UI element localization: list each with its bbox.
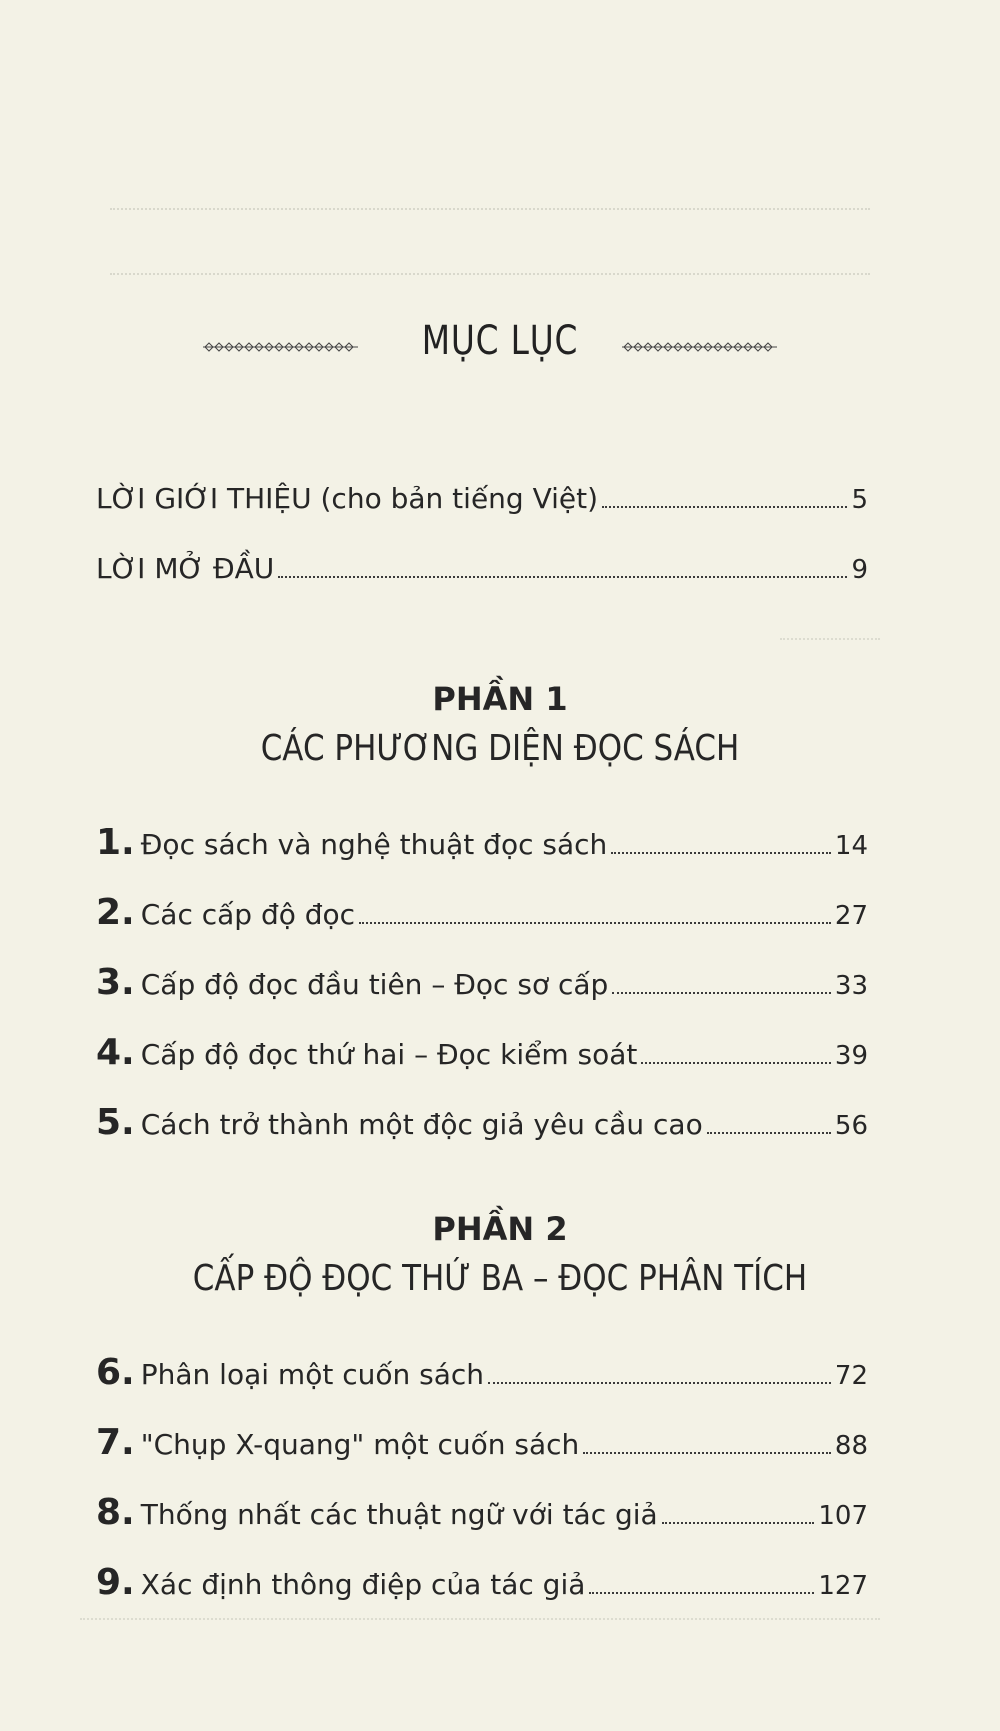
dot-leader [488,1382,831,1384]
part-title: CẤP ĐỘ ĐỌC THỨ BA – ĐỌC PHÂN TÍCH [192,1258,808,1299]
toc-entry-page: 72 [834,1361,868,1391]
toc-entry-chapter[interactable] [96,1492,868,1536]
part-number: PHẦN 2 [432,1210,568,1248]
toc-entry-label: Các cấp độ đọc [140,898,356,931]
chapter-number: 8. [96,1492,135,1533]
toc-entry-page: 127 [818,1571,868,1601]
toc-entry-chapter[interactable] [96,1102,868,1146]
toc-entry-page: 39 [834,1041,868,1071]
chapter-number: 1. [96,822,135,863]
page-title: MỤC LỤC [421,318,579,364]
toc-entry-chapter[interactable] [96,892,868,936]
dot-leader [611,852,831,854]
toc-entry-preface[interactable] [96,552,868,596]
toc-entry-page: 33 [834,971,868,1001]
chapter-number: 4. [96,1032,135,1073]
toc-entry-intro[interactable] [96,482,868,526]
dot-leader [641,1062,831,1064]
part-title: CÁC PHƯƠNG DIỆN ĐỌC SÁCH [260,728,740,769]
chapter-number: 2. [96,892,135,933]
toc-entry-label: Cấp độ đọc đầu tiên – Đọc sơ cấp [140,968,609,1001]
toc-entry-label: Xác định thông điệp của tác giả [140,1568,586,1601]
dot-leader [278,576,847,578]
toc-entry-chapter[interactable] [96,1032,868,1076]
chapter-number: 6. [96,1352,135,1393]
toc-entry-chapter[interactable] [96,1562,868,1606]
show-through-line [780,620,880,640]
toc-entry-label: Cấp độ đọc thứ hai – Đọc kiểm soát [140,1038,638,1071]
toc-entry-chapter[interactable] [96,962,868,1006]
toc-entry-page: 9 [851,555,868,585]
toc-entry-label: Thống nhất các thuật ngữ với tác giả [140,1498,658,1531]
dot-leader [589,1592,814,1594]
toc-entry-label: LỜI GIỚI THIỆU (cho bản tiếng Việt) [96,482,599,515]
toc-entry-chapter[interactable] [96,1352,868,1396]
toc-entry-page: 14 [834,831,868,861]
toc-entry-chapter[interactable] [96,822,868,866]
part-number: PHẦN 1 [432,680,568,718]
dot-leader [602,506,847,508]
toc-header [0,318,1000,378]
toc-entry-label: LỜI MỞ ĐẦU [96,552,275,585]
chapter-number: 3. [96,962,135,1003]
toc-entry-page: 107 [818,1501,868,1531]
toc-entry-chapter[interactable] [96,1422,868,1466]
chapter-number: 7. [96,1422,135,1463]
toc-entry-page: 5 [851,485,868,515]
right-ornament-icon [622,340,777,354]
toc-entry-label: "Chụp X-quang" một cuốn sách [140,1428,580,1461]
dot-leader [583,1452,831,1454]
dot-leader [359,922,831,924]
toc-entry-label: Đọc sách và nghệ thuật đọc sách [140,828,608,861]
toc-entry-page: 56 [834,1111,868,1141]
toc-entry-page: 27 [834,901,868,931]
show-through-line [110,255,870,275]
toc-entry-label: Cách trở thành một độc giả yêu cầu cao [140,1108,703,1141]
toc-entry-page: 88 [834,1431,868,1461]
dot-leader [662,1522,815,1524]
show-through-line [110,190,870,210]
dot-leader [612,992,831,994]
chapter-number: 5. [96,1102,135,1143]
chapter-number: 9. [96,1562,135,1603]
dot-leader [707,1132,831,1134]
toc-entry-label: Phân loại một cuốn sách [140,1358,485,1391]
